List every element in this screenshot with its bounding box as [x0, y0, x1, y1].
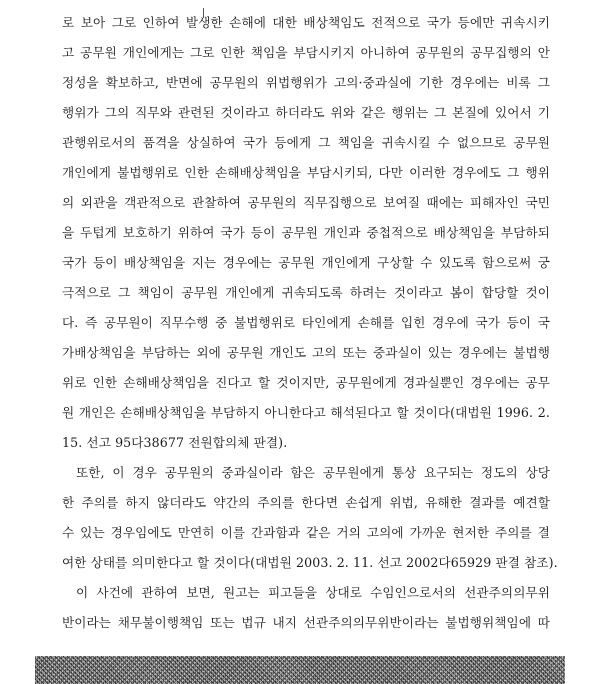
paragraph-2: [62, 458, 558, 578]
text-line: 국가 등이 배상책임을 지는 경우에는 공무원 개인에게 구상할 수 있도록 함으로써 궁: [62, 255, 550, 270]
text-line: 극적으로 그 책임이 공무원 개인에게 귀속되도록 하려는 것이라고 봄이 합당할 것이: [62, 285, 550, 300]
text-line: 로 보아 그로 인하여 발생한 손해에 대한 배상책임도 전적으로 국가 등에만 귀속시키: [62, 15, 550, 30]
paragraph-1: [62, 8, 550, 458]
text-line: 의 외관을 객관적으로 관찰하여 공무원의 직무집행으로 보여질 때에는 피해자인 국민: [62, 195, 550, 210]
text-line: 개인에게 불법행위로 인한 손해배상책임을 부담시키되, 다만 이러한 경우에도 그 행위: [62, 165, 550, 180]
paragraph-3: [62, 578, 550, 638]
text-line: 행위가 그의 직무와 관련된 것이라고 하더라도 위와 같은 행위는 그 본질에 있어서 기: [62, 105, 550, 120]
text-line: 수 있는 경우임에도 만연히 이를 간과함과 같은 거의 고의에 가까운 현저한 주의를 결: [62, 525, 550, 540]
text-line: 관행위로서의 품격을 상실하여 국가 등에게 그 책임을 귀속시킬 수 없으므로 공무원: [62, 135, 550, 150]
text-line: 고 공무원 개인에게는 그로 인한 책임을 부담시키지 아니하여 공무원의 공무집행의 안: [62, 45, 550, 60]
text-line: 다. 즉 공무원이 직무수행 중 불법행위로 타인에게 손해를 입힌 경우에 국가 등이 국: [62, 315, 550, 330]
text-line: 정성을 확보하고, 반면에 공무원의 위법행위가 고의·중과실에 기한 경우에는 비록 그: [62, 75, 550, 90]
text-line: 위로 인한 손해배상책임을 진다고 할 것이지만, 공무원에게 경과실뿐인 경우에는 공무: [62, 375, 550, 390]
text-line: 을 두텁게 보호하기 위하여 국가 등이 공무원 개인과 중첩적으로 배상책임을 부담하되: [62, 225, 550, 240]
text-line: 반이라는 채무불이행책임 또는 법규 내지 선관주의의무위반이라는 불법행위책임에 따: [62, 615, 550, 630]
text-line: 또한, 이 경우 공무원의 중과실이라 함은 공무원에게 통상 요구되는 정도의 상당: [76, 465, 550, 480]
text-line: 이 사건에 관하여 보면, 원고는 피고들을 상대로 수임인으로서의 선관주의의무위: [76, 585, 550, 600]
text-line: 원 개인은 손해배상책임을 부담하지 아니한다고 해석된다고 할 것이다(대법원 1996. 2.: [62, 405, 550, 420]
document-body: [62, 8, 558, 638]
text-line: 여한 상태를 의미한다고 할 것이다(대법원 2003. 2. 11. 선고 2002다65929 판결 참조).: [62, 555, 558, 570]
text-line: 한 주의를 하지 않더라도 약간의 주의를 한다면 손쉽게 위법, 유해한 결과를 예견할: [62, 495, 550, 510]
text-line: 15. 선고 95다38677 전원합의체 판결).: [62, 435, 288, 450]
scan-noise-footer: [35, 656, 565, 684]
text-line: 가배상책임을 부담하는 외에 공무원 개인도 고의 또는 중과실이 있는 경우에는 불법행: [62, 345, 550, 360]
